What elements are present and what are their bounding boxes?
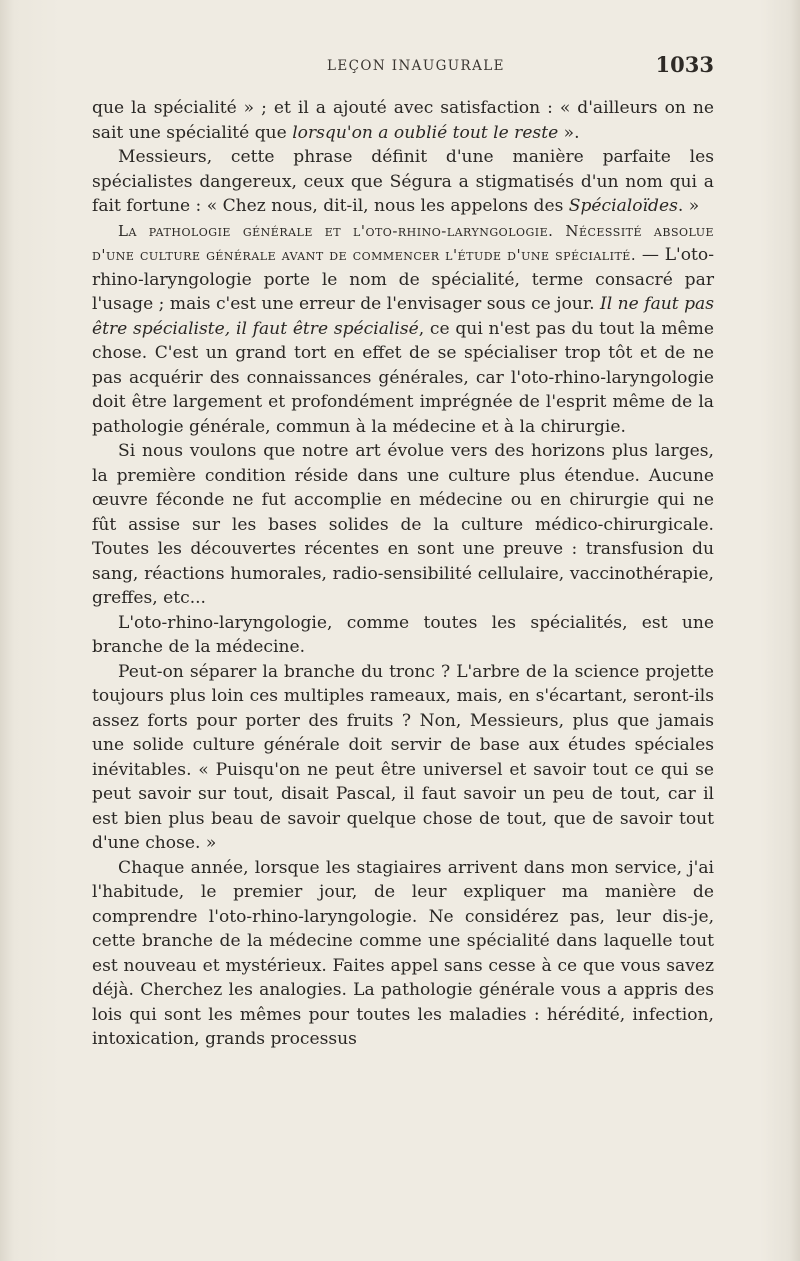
text-run: ». [558,122,580,143]
paragraph: Chaque année, lorsque les stagiaires arrivent dans mon service, j'ai l'habitude, le premier jour, de leur expliquer ma manière de comprendre l'oto-rhino-laryngologie. Ne considérez pas, leur dis-je, cette branche de la médecine comme une spécialité dans laquelle tout est nouveau et mystérieux. Faites appel sans cesse à ce que vous savez déjà. Cherchez les analogies. La pathologie générale vous a appris des lois qui sont les mêmes pour toutes les maladies : hérédité, infection, intoxication, grands processus [92,857,714,1049]
page-number: 1033 [655,52,714,77]
section-heading: La pathologie générale et l'oto-rhino-laryngologie. Nécessité absolue d'une culture générale avant de commencer l'étude d'une spécialité. [92,221,714,264]
paragraph [92,96,714,145]
paragraph: Peut-on séparer la branche du tronc ? L'arbre de la science projette toujours plus loin ces multiples rameaux, mais, en s'écartant, seront-ils assez forts pour porter des fruits ? Non, Messieurs, plus que jamais une solide culture générale doit servir de base aux études spéciales inévitables. « Puisqu'on ne peut être universel et savoir tout ce qui se peut savoir sur tout, disait Pascal, il faut savoir un peu de tout, car il est bien plus beau de savoir quelque chose de tout, que de savoir tout d'une chose. » [92,661,714,853]
text-run: — L'oto-rhino-laryngologie porte le nom de spécialité, terme consacré par l'usage ; mais c'est une erreur de l'envisager sous ce jour. [92,245,714,314]
italic-maxim: Il ne faut pas être spécialiste, il faut être spécialisé [92,294,714,339]
paragraph [92,145,714,219]
text-run: . » [677,196,700,216]
paragraph: L'oto-rhino-laryngologie, comme toutes les spécialités, est une branche de la médecine. [92,612,714,657]
text-run: , ce qui n'est pas du tout la même chose. C'est un grand tort en effet de se spécialiser trop tôt et de ne pas acquérir des connaissances générales, car l'oto-rhino-laryngologie doit être largement et profondément imprégnée de l'esprit même de la pathologie générale, commun à la médecine et à la chirurgie. [92,318,714,437]
italic-quote: lorsqu'on a oublié tout le reste [292,122,559,143]
page-header [92,54,712,80]
italic-term: Spécialoïdes [568,196,678,216]
body-text [92,96,714,1052]
running-title: LEÇON INAUGURALE [327,58,505,74]
paragraph: Si nous voulons que notre art évolue vers des horizons plus larges, la première condition réside dans une culture plus étendue. Aucune œuvre féconde ne fut accomplie en médecine ou en chirurgie qui ne fût assise sur les bases solides de la culture médico-chirurgicale. Toutes les découvertes récentes en sont une preuve : transfusion du sang, réactions humorales, radio-sensibilité cellulaire, vaccinothérapie, greffes, etc... [92,441,714,608]
paragraph [92,219,714,440]
text-run: Messieurs, cette phrase définit d'une manière parfaite les spécialistes dangereux, ceux que Ségura a stigmatisés d'un nom qui a fait fortune : « Chez nous, dit-il, nous les appelons des [92,147,714,216]
text-run: que la spécialité » ; et il a ajouté avec satisfaction : « d'ailleurs on ne sait une spécialité que [92,98,714,143]
